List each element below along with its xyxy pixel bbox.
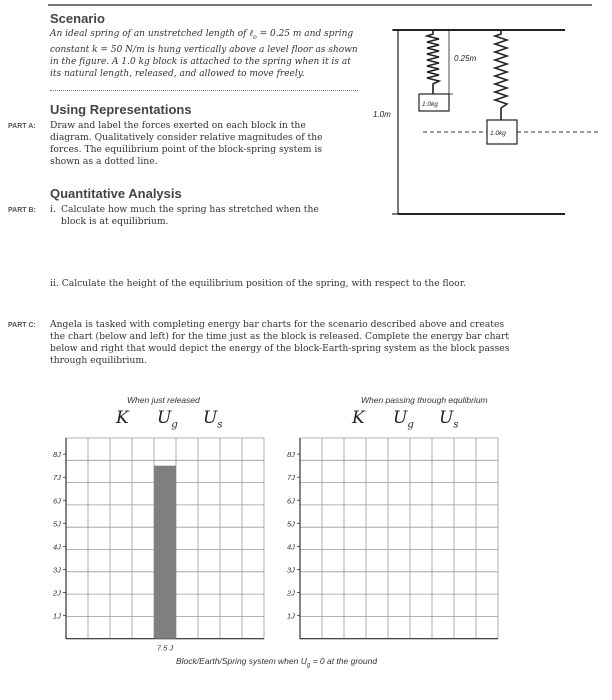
block-2-label: 1.0kg xyxy=(490,130,506,137)
part-a-label: PART A: xyxy=(8,123,36,130)
representations-title: Using Representations xyxy=(50,102,192,117)
bar-ug xyxy=(154,466,176,639)
energy-bar-chart-equilibrium[interactable] xyxy=(278,434,506,652)
y-tick-label: 1J xyxy=(287,611,295,621)
y-tick-label: 6J xyxy=(287,496,295,506)
top-rule xyxy=(48,4,592,6)
left-chart-title: When just released xyxy=(127,395,200,405)
scenario-divider xyxy=(50,90,358,91)
charts-caption: Block/Earth/Spring system when $U_g = 0$ at the ground xyxy=(176,656,378,669)
bar-value-label: 7.5 J xyxy=(156,643,174,652)
y-tick-label: 4J xyxy=(53,542,61,552)
y-tick-label: 6J xyxy=(53,496,61,506)
right-header-k: K xyxy=(352,408,365,428)
y-tick-label: 2J xyxy=(53,588,61,598)
y-tick-label: 1J xyxy=(53,611,61,621)
length-label: 0.25m xyxy=(454,54,477,63)
left-header-us: $U_s$ xyxy=(203,408,223,431)
y-tick-label: 2J xyxy=(287,588,295,598)
y-tick-label: 8J xyxy=(287,450,295,460)
y-tick-label: 7J xyxy=(287,473,295,483)
part-c-label: PART C: xyxy=(8,322,36,329)
right-chart-title: When passing through equlibrium xyxy=(361,395,488,405)
spring-1 xyxy=(427,30,439,94)
y-tick-label: 7J xyxy=(53,473,61,483)
part-b-q1-number: i. xyxy=(50,204,56,215)
y-tick-label: 8J xyxy=(53,450,61,460)
y-tick-label: 3J xyxy=(53,565,61,575)
scenario-title: Scenario xyxy=(50,11,105,26)
left-header-ug: $U_g$ xyxy=(157,408,178,431)
part-a-text: Draw and label the forces exerted on each block in the diagram. Qualitatively consider relative magnitudes of the forces. The equilibrium point of the block-spring system is shown as a dotted line. xyxy=(50,120,323,167)
quantitative-title: Quantitative Analysis xyxy=(50,186,182,201)
spring-figure xyxy=(365,18,605,223)
block-1-label: 1.0kg xyxy=(422,101,438,108)
spring-2 xyxy=(495,30,507,120)
part-c-text: Angela is tasked with completing energy bar charts for the scenario described above and creates the chart (below and left) for the time just as the block is released. Complete the energy bar chart below and right that would depict the energy of the block-Earth-spring system as the block passes through equilibrium. xyxy=(50,319,510,366)
energy-bar-chart-released xyxy=(44,434,280,652)
part-b-label: PART B: xyxy=(8,207,36,214)
left-header-k: K xyxy=(116,408,129,428)
y-tick-label: 3J xyxy=(287,565,295,575)
part-b-q1: Calculate how much the spring has stretched when the block is at equilibrium. xyxy=(61,204,319,227)
height-label: 1.0m xyxy=(373,110,391,119)
scenario-text: An ideal spring of an unstretched length of ℓ$_o$ = 0.25 m and spring constant k = 50 N/m is hung vertically above a level floor as shown in the figure. A 1.0 kg block is attached to the spring when it is at its natural length, released, and allowed to move freely. xyxy=(50,29,358,79)
right-header-us: $U_s$ xyxy=(439,408,459,431)
y-tick-label: 5J xyxy=(287,519,295,529)
y-tick-label: 4J xyxy=(287,542,295,552)
y-tick-label: 5J xyxy=(53,519,61,529)
part-b-q2: ii. Calculate the height of the equilibrium position of the spring, with respect to the floor. xyxy=(50,278,466,289)
right-header-ug: $U_g$ xyxy=(393,408,414,431)
